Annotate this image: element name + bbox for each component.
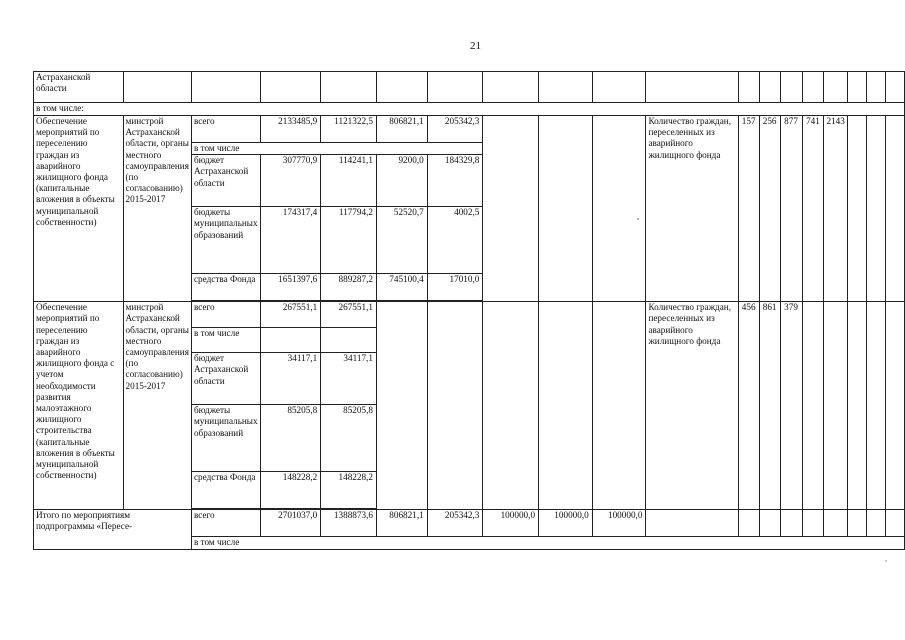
m2-line-label: бюджеты муниципальных образований [191, 405, 260, 472]
program-table [33, 71, 905, 550]
m1-name: Обеспечение мероприятий по переселению граждан из аварийного жилищного фонда (капитальные вложения в объекты муниципальной собственности) [34, 116, 124, 302]
total-cell: 806821,1 [376, 510, 427, 537]
total-cell: 1388873,6 [321, 510, 377, 537]
total-row [34, 510, 905, 537]
region-row [34, 72, 905, 103]
m1-cell: 307770,9 [260, 155, 321, 207]
m1-year: 157 [738, 116, 759, 302]
m1-year: 256 [759, 116, 780, 302]
m2-cell: 85205,8 [260, 405, 321, 472]
m1-executor: минстрой Астраханской области, органы местного самоуправления (по согласованию) 2015-2017 [123, 116, 191, 302]
scan-speck [637, 218, 639, 220]
m2-year: 861 [759, 302, 780, 510]
total-label: всего [191, 510, 260, 537]
scan-speck [885, 560, 887, 562]
m2-name: Обеспечение мероприятий по переселению граждан из аварийного жилищного фонда с учетом необходимости развития малоэтажного жилищного строительства (капитальные вложения в объекты муниципальной собственности) [34, 302, 124, 510]
m2-line-label: в том числе [191, 328, 260, 353]
m1-cell: 889287,2 [321, 274, 377, 301]
m2-year: 379 [780, 302, 802, 510]
m2-line-label: средства Фонда [191, 472, 260, 509]
m2-line-label: бюджет Астраханской области [191, 353, 260, 405]
m2-cell: 148228,2 [260, 472, 321, 509]
m2-year: 456 [738, 302, 759, 510]
including-row [34, 103, 905, 116]
m1-cell: 745100,4 [376, 274, 427, 301]
m1-year: 2143 [824, 116, 847, 302]
m2-cell: 267551,1 [321, 302, 377, 328]
m1-line-label: в том числе [191, 143, 482, 155]
total-including: в том числе [191, 537, 904, 550]
total-cell: 100000,0 [483, 510, 539, 537]
total-cell: 100000,0 [539, 510, 593, 537]
m1-cell: 205342,3 [427, 116, 483, 143]
m1-cell: 184329,8 [427, 155, 483, 207]
m1-indicator: Количество граждан, переселенных из аварийного жилищного фонда [646, 116, 738, 302]
m1-cell: 1121322,5 [321, 116, 377, 143]
m1-cell: 806821,1 [376, 116, 427, 143]
m1-line-label: бюджеты муниципальных образований [191, 207, 260, 274]
m1-cell: 1651397,6 [260, 274, 321, 301]
page-number: 21 [470, 40, 481, 52]
m2-cell: 34117,1 [321, 353, 377, 405]
m2-executor: минстрой Астраханской области, органы местного самоуправления (по согласованию) 2015-2017 [123, 302, 191, 510]
total-name: Итого по мероприятиям подпрограммы «Пересе- [34, 510, 192, 550]
m1-year: 877 [780, 116, 802, 302]
m1-line-label: всего [191, 116, 260, 143]
m1-cell: 9200,0 [376, 155, 427, 207]
m2-total-row [34, 302, 905, 328]
m2-cell: 148228,2 [321, 472, 377, 509]
including-label: в том числе: [34, 103, 905, 116]
m2-cell: 267551,1 [260, 302, 321, 328]
m2-cell: 34117,1 [260, 353, 321, 405]
m1-cell: 4002,5 [427, 207, 483, 274]
total-cell: 205342,3 [427, 510, 483, 537]
m2-indicator: Количество граждан, переселенных из аварийного жилищного фонда [646, 302, 738, 510]
m1-cell: 117794,2 [321, 207, 377, 274]
total-cell: 100000,0 [592, 510, 646, 537]
m1-cell: 2133485,9 [260, 116, 321, 143]
m1-line-label: средства Фонда [191, 274, 260, 301]
m1-line-label: бюджет Астраханской области [191, 155, 260, 207]
m1-cell: 174317,4 [260, 207, 321, 274]
m2-cell: 85205,8 [321, 405, 377, 472]
m1-total-row [34, 116, 905, 143]
m2-line-label: всего [191, 302, 260, 328]
m1-cell: 52520,7 [376, 207, 427, 274]
total-cell: 2701037,0 [260, 510, 321, 537]
m1-year: 741 [802, 116, 824, 302]
m1-cell: 17010,0 [427, 274, 483, 301]
region-name: Астраханской области [34, 72, 124, 103]
m1-cell: 114241,1 [321, 155, 377, 207]
